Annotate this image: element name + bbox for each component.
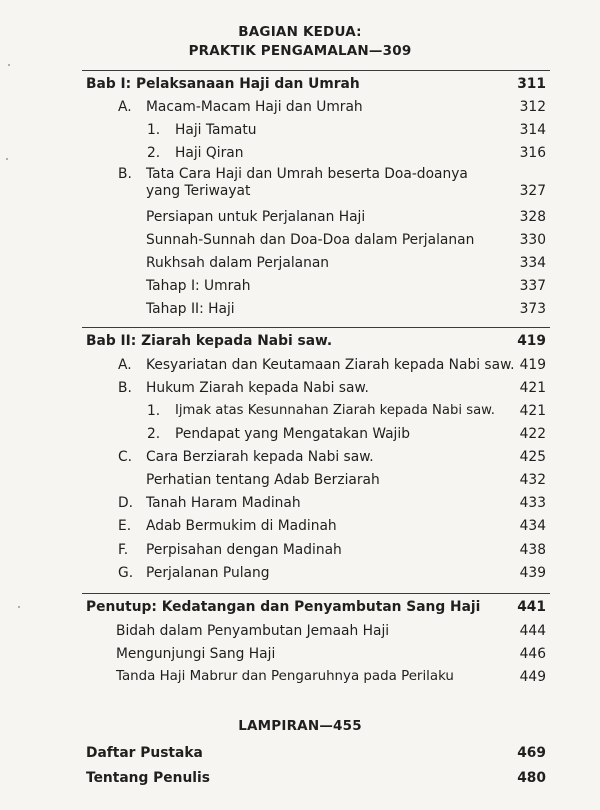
entry-page: 330 — [519, 232, 546, 248]
toc-entry-bab1-b1[interactable] — [0, 209, 600, 233]
toc-entry-bab1[interactable] — [0, 76, 600, 100]
entry-title: Perpisahan dengan Madinah — [146, 542, 342, 558]
entry-page: 334 — [519, 255, 546, 271]
entry-page: 480 — [517, 770, 546, 786]
entry-page: 444 — [519, 623, 546, 639]
entry-page: 419 — [519, 357, 546, 373]
toc-entry-penutup[interactable] — [0, 599, 600, 623]
entry-marker: A. — [118, 99, 132, 115]
entry-marker: C. — [118, 449, 133, 465]
entry-title: Daftar Pustaka — [86, 745, 203, 761]
entry-title: Perjalanan Pulang — [146, 565, 270, 581]
entry-title: Bab II: Ziarah kepada Nabi saw. — [86, 333, 333, 349]
entry-title: Perhatian tentang Adab Berziarah — [146, 472, 380, 488]
toc-entry-bab2-a[interactable] — [0, 357, 600, 381]
entry-page: 434 — [519, 518, 546, 534]
entry-marker: G. — [118, 565, 134, 581]
entry-title: Haji Tamatu — [175, 122, 257, 138]
entry-title: Adab Bermukim di Madinah — [146, 518, 337, 534]
entry-title: Mengunjungi Sang Haji — [116, 646, 276, 662]
entry-page: 314 — [519, 122, 546, 138]
entry-title: Cara Berziarah kepada Nabi saw. — [146, 449, 374, 465]
entry-marker: F. — [118, 542, 129, 558]
entry-page: 438 — [519, 542, 546, 558]
paper-speck — [8, 64, 10, 66]
entry-page: 441 — [517, 599, 546, 615]
entry-title: Penutup: Kedatangan dan Penyambutan Sang Haji — [86, 599, 481, 615]
toc-entry-tentang-penulis[interactable] — [0, 770, 600, 794]
entry-page: 312 — [519, 99, 546, 115]
entry-title: Bab I: Pelaksanaan Haji dan Umrah — [86, 76, 360, 92]
entry-title: Tahap I: Umrah — [146, 278, 251, 294]
toc-entry-penutup-3[interactable] — [0, 669, 600, 693]
toc-entry-bab2-b1[interactable] — [0, 403, 600, 427]
entry-title: Tentang Penulis — [86, 770, 210, 786]
toc-entry-bab2-e[interactable] — [0, 518, 600, 542]
entry-title: Pendapat yang Mengatakan Wajib — [175, 426, 410, 442]
entry-page: 419 — [517, 333, 546, 349]
entry-page: 373 — [519, 301, 546, 317]
toc-entry-bab2-c[interactable] — [0, 449, 600, 473]
entry-page: 449 — [519, 669, 546, 685]
part-heading-line2: PRAKTIK PENGAMALAN—309 — [188, 43, 412, 59]
entry-marker: D. — [118, 495, 134, 511]
entry-marker: E. — [118, 518, 132, 534]
entry-page: 433 — [519, 495, 546, 511]
entry-marker: A. — [118, 357, 132, 373]
entry-page: 328 — [519, 209, 546, 225]
entry-title: Sunnah-Sunnah dan Doa-Doa dalam Perjalanan — [146, 232, 475, 248]
entry-marker: 1. — [147, 403, 161, 419]
entry-page: 469 — [517, 745, 546, 761]
entry-marker: B. — [118, 166, 132, 182]
entry-page: 421 — [519, 380, 546, 396]
entry-title: Tanah Haram Madinah — [146, 495, 301, 511]
entry-page: 337 — [519, 278, 546, 294]
entry-title-continued: yang Teriwayat — [146, 183, 251, 199]
toc-entry-daftar-pustaka[interactable] — [0, 745, 600, 769]
toc-entry-bab2-b2[interactable] — [0, 426, 600, 450]
toc-entry-bab1-b4[interactable] — [0, 278, 600, 302]
entry-page: 446 — [519, 646, 546, 662]
divider — [82, 593, 550, 594]
entry-title: Persiapan untuk Perjalanan Haji — [146, 209, 366, 225]
entry-page: 311 — [517, 76, 546, 92]
entry-title: Bidah dalam Penyambutan Jemaah Haji — [116, 623, 390, 639]
toc-entry-bab2-g[interactable] — [0, 565, 600, 589]
toc-entry-bab1-b3[interactable] — [0, 255, 600, 279]
entry-page: 422 — [519, 426, 546, 442]
entry-title: Ijmak atas Kesunnahan Ziarah kepada Nabi saw. — [175, 403, 495, 418]
entry-page: 327 — [519, 183, 546, 199]
toc-entry-penutup-1[interactable] — [0, 623, 600, 647]
entry-page: 316 — [519, 145, 546, 161]
entry-marker: B. — [118, 380, 132, 396]
lampiran-heading: LAMPIRAN—455 — [238, 718, 362, 734]
entry-page: 432 — [519, 472, 546, 488]
entry-title: Rukhsah dalam Perjalanan — [146, 255, 330, 271]
paper-speck — [18, 606, 20, 608]
entry-title: Kesyariatan dan Keutamaan Ziarah kepada Nabi saw. — [146, 357, 515, 373]
divider — [82, 327, 550, 328]
toc-entry-bab1-a1[interactable] — [0, 122, 600, 146]
part-heading-line1: BAGIAN KEDUA: — [238, 24, 362, 40]
toc-entry-bab2[interactable] — [0, 333, 600, 357]
entry-title: Tahap II: Haji — [146, 301, 235, 317]
toc-entry-penutup-2[interactable] — [0, 646, 600, 670]
entry-title: Hukum Ziarah kepada Nabi saw. — [146, 380, 369, 396]
divider — [82, 70, 550, 71]
entry-marker: 1. — [147, 122, 161, 138]
entry-marker: 2. — [147, 145, 161, 161]
paper-speck — [6, 158, 8, 160]
entry-page: 421 — [519, 403, 546, 419]
toc-entry-bab2-d[interactable] — [0, 495, 600, 519]
toc-entry-bab1-b2[interactable] — [0, 232, 600, 256]
toc-entry-bab1-b-cont[interactable] — [0, 183, 600, 207]
entry-page: 425 — [519, 449, 546, 465]
entry-title: Haji Qiran — [175, 145, 244, 161]
entry-title: Tanda Haji Mabrur dan Pengaruhnya pada Perilaku — [116, 669, 454, 684]
toc-entry-bab2-b[interactable] — [0, 380, 600, 404]
toc-entry-bab1-a[interactable] — [0, 99, 600, 123]
entry-page: 439 — [519, 565, 546, 581]
entry-title: Tata Cara Haji dan Umrah beserta Doa-doanya — [146, 166, 468, 182]
entry-title: Macam-Macam Haji dan Umrah — [146, 99, 363, 115]
entry-marker: 2. — [147, 426, 161, 442]
toc-entry-bab2-c1[interactable] — [0, 472, 600, 496]
toc-entry-bab1-b5[interactable] — [0, 301, 600, 325]
toc-entry-bab2-f[interactable] — [0, 542, 600, 566]
